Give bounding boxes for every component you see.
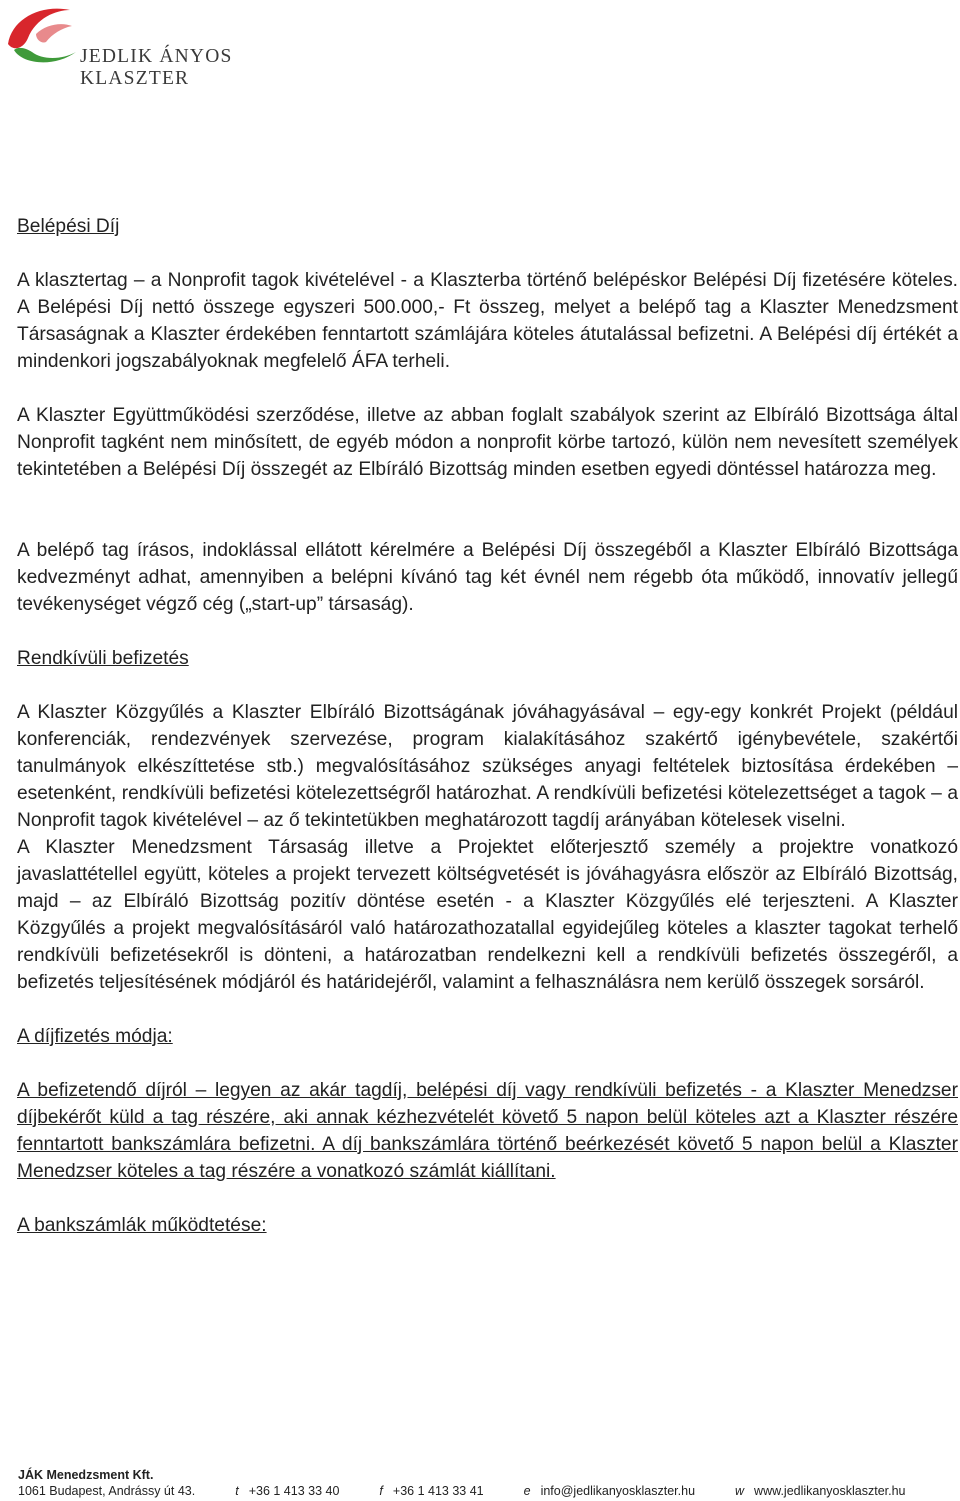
footer-website[interactable]: w www.jedlikanyosklaszter.hu bbox=[735, 1484, 906, 1498]
entry-fee-heading: Belépési Díj bbox=[17, 216, 120, 237]
project-budget-paragraph: A Klaszter Menedzsment Társaság illetve a Projektet előterjesztő személy a projektre vonatkozó javaslattétellel együtt, köteles a projekt tervezett költségvetését is jóváhagyásra először az Elbíráló Bizottság, majd – az Elbíráló Bizottság pozitív döntése esetén - a Klaszter Közgyűlés elé terjeszteni. A Klaszter Közgyűlés a projekt megvalósításáról való határozathozatallal egyidejűleg köteles a klaszter tagokat terhelő rendkívüli befizetésekről is dönteni, a határozatban rendelkezni kell a rendkívüli befizetés összegéről, a befizetés teljesítésének módjáról és határidejéről, valamint a felhasználásra nem kerülő összegek sorsáról. bbox=[17, 837, 958, 993]
logo-wordmark: JEDLIK ÁNYOS KLASZTER bbox=[80, 46, 233, 89]
footer-company: JÁK Menedzsment Kft. bbox=[18, 1468, 154, 1482]
cooperation-paragraph: A Klaszter Együttműködési szerződése, illetve az abban foglalt szabályok szerint az Elbíráló Bizottsága által Nonprofit tagként nem minősített, de egyéb módon a nonprofit körbe tartozó, külön nem nevesített személyek tekintetében a Belépési Díj összegét az Elbíráló Bizottság minden esetben egyedi döntéssel határozza meg. bbox=[17, 405, 958, 480]
bank-accounts-heading: A bankszámlák működtetése: bbox=[17, 1215, 267, 1236]
footer bbox=[18, 1467, 958, 1499]
extra-payment-paragraph: A Klaszter Közgyűlés a Klaszter Elbíráló Bizottságának jóváhagyásával – egy-egy konkrét Projekt (például konferenciák, rendezvények szervezése, program kialakításához szakértő igénybevétele, szakértői tanulmányok elkészíttetése stb.) megvalósításához szükséges anyagi feltételek biztosítása érdekében – esetenként, rendkívüli befizetési kötelezettségről határozhat. A rendkívüli befizetési kötelezettséget a tagok – a Nonprofit tagok kivételével – az ő tekintetükben meghatározott tagdíj arányában kötelesek viselni. bbox=[17, 702, 958, 831]
footer-phone: t +36 1 413 33 40 bbox=[235, 1484, 340, 1498]
discount-paragraph: A belépő tag írásos, indoklással ellátott kérelmére a Belépési Díj összegéből a Klaszter Elbíráló Bizottsága kedvezményt adhat, amennyiben a belépni kívánó tag két évnél nem régebb óta működő, innovatív jellegű tevékenységet végző cég („start-up” társaság). bbox=[17, 540, 958, 615]
footer-address: 1061 Budapest, Andrássy út 43. bbox=[18, 1484, 196, 1498]
jedlik-anyos-klaszter-logo bbox=[6, 4, 246, 94]
document-body bbox=[17, 210, 958, 1239]
footer-email[interactable]: e info@jedlikanyosklaszter.hu bbox=[523, 1484, 696, 1498]
entry-fee-paragraph: A klasztertag – a Nonprofit tagok kivételével - a Klaszterba történő belépéskor Belépési Díj fizetésére köteles. A Belépési Díj nettó összege egyszeri 500.000,- Ft összeg, melyet a belépő tag a Klaszter Menedzsment Társaságnak a Klaszter érdekében fenntartott számlájára köteles átutalással befizetni. A Belépési díj értékét a mindenkori jogszabályoknak megfelelő ÁFA terheli. bbox=[17, 270, 958, 372]
payment-method-paragraph: A befizetendő díjról – legyen az akár tagdíj, belépési díj vagy rendkívüli befizetés - a Klaszter Menedzser díjbekérőt küld a tag részére, aki annak kézhezvételét követő 5 napon belül köteles azt a Klaszter részére fenntartott bankszámlára befizetni. A díj bankszámlára történő beérkezését követő 5 napon belül a Klaszter Menedzser köteles a tag részére a vonatkozó számlát kiállítani. bbox=[17, 1080, 958, 1182]
extra-payment-heading: Rendkívüli befizetés bbox=[17, 648, 189, 669]
footer-fax: f +36 1 413 33 41 bbox=[379, 1484, 484, 1498]
payment-method-heading: A díjfizetés módja: bbox=[17, 1026, 173, 1047]
